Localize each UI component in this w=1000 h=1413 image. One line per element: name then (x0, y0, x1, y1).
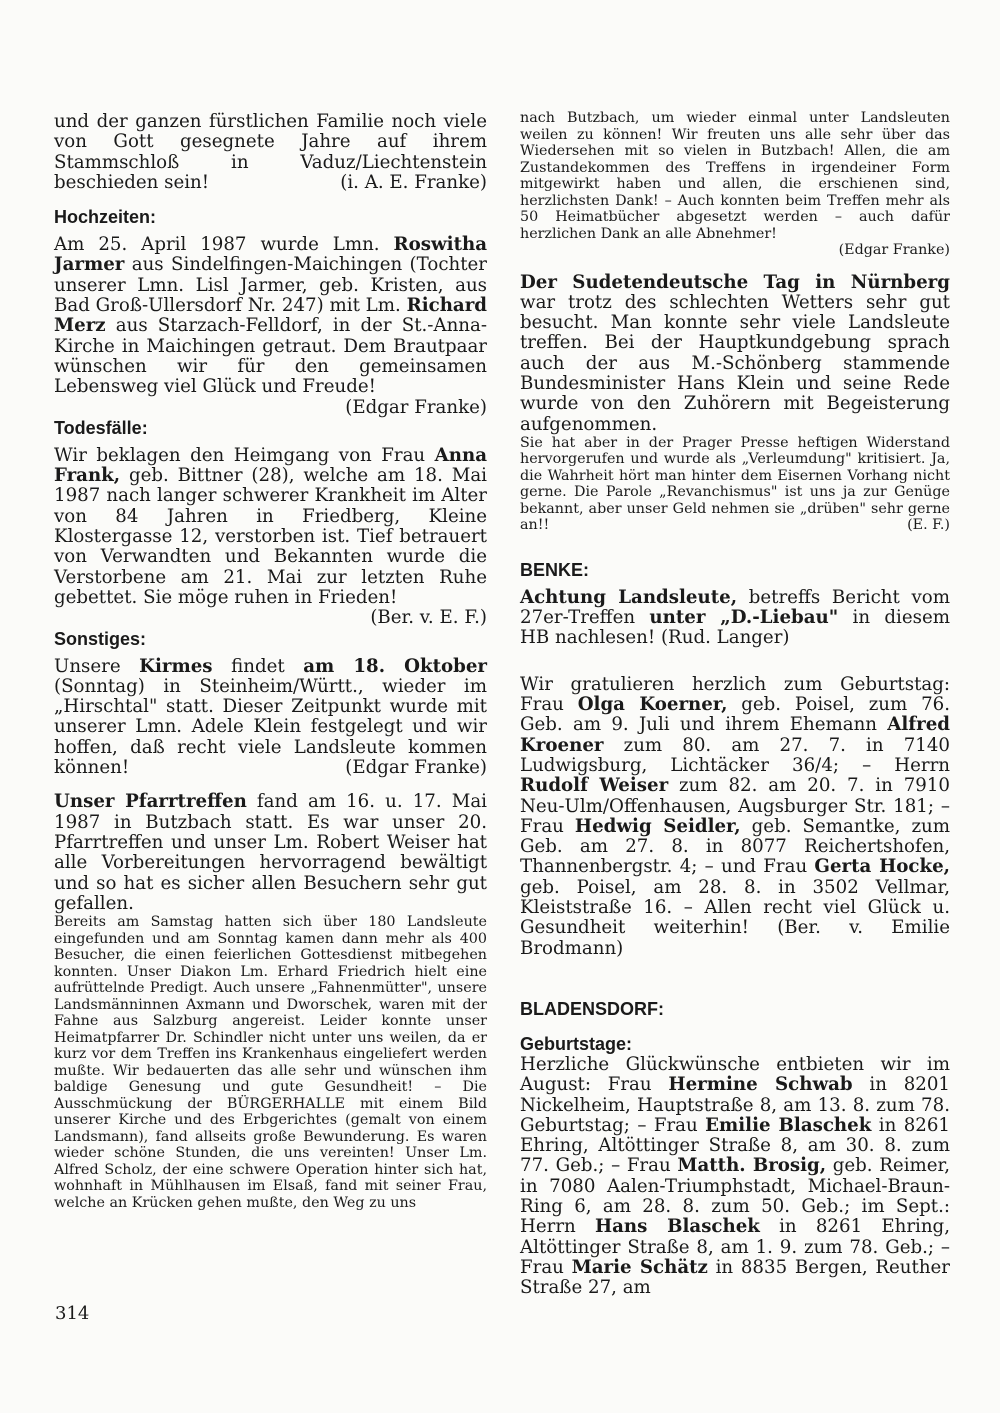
benke-notice: Achtung Landsleute, betreffs Bericht vom 27er-Treffen unter „D.-Liebau" in diesem HB nachlesen! (Rud. Langer) (520, 586, 950, 649)
left-column (54, 112, 487, 1211)
sonstiges-paragraph: Unsere Kirmes findet am 18. Oktober (Sonntag) in Steinheim/Württ., wieder im „Hirschtal" statt. Dieser Zeitpunkt wurde mit unserer Lmn. Adele Klein festgelegt und wir hoffen, daß recht viele Landsleute kommen können! (Edgar Franke) (54, 655, 487, 779)
heading-bladensdorf: BLADENSDORF: (520, 998, 664, 1019)
heading-sonstiges: Sonstiges: (54, 628, 147, 649)
pfarrtreffen-report: Bereits am Samstag hatten sich über 180 Landsleute eingefunden und am Sonntag kamen dann mehr als 400 Besucher, die einen feierlichen Gottesdienst mitbegehen konnten. Unser Diakon Lm. Erhard Friedrich hielt eine aufrüttelnde Predigt. Auch unsere „Fahnenmütter", unsere Landsmänninnen Axmann und Dworschek, waren mit der Fahne aus Salzburg angereist. Leider konnte unser Heimatpfarrer Dr. Schindler nicht unter uns weilen, da er kurz vor dem Treffen ins Krankenhaus eingeliefert werden mußte. Wir bedauerten das alle sehr und wünschen ihm baldige Genesung und gute Gesundheit! – Die Ausschmückung der BÜRGERHALLE mit einem Bild unserer Kirche und des Erbgerichtes (gemalt von einem Landsmann), fand allseits große Bewunderung. Es waren wieder schöne Stunden, die uns vereinten! Unser Lm. Alfred Scholz, der eine schwere Operation hinter sich hat, wohnhaft in Mühlhausen im Elsaß, fand mit seiner Frau, welche an Krücken gehen mußte, den Weg zu uns (54, 914, 487, 1211)
signature: (Ber. v. E. F.) (370, 607, 487, 629)
heading-todesfaelle: Todesfälle: (54, 417, 148, 438)
sudetendeutscher-tag-paragraph: Der Sudetendeutsche Tag in Nürnberg war trotz des schlechten Wetters sehr gut besucht. Man konnte sehr viele Landsleute treffen. Bei der Hauptkundgebung sprach auch der aus M.-Schönberg stammende Bundesminister Hans Klein und seine Rede wurde von den Zuhörern mit Begeisterung aufgenommen. (520, 271, 950, 435)
signature: (Edgar Franke) (838, 242, 950, 258)
heading-hochzeiten: Hochzeiten: (54, 207, 157, 228)
signature: (Edgar Franke) (345, 396, 487, 418)
signature: (Edgar Franke) (345, 757, 487, 779)
signature: (i. A. E. Franke) (340, 171, 487, 193)
pfarrtreffen-continued: nach Butzbach, um wieder einmal unter Landsleuten weilen zu können! Wir freuten uns alle sehr über das Wiedersehen mit so vielen in Butzbach! Allen, die am Zustandekommen des Treffens in irgendeiner Form mitgewirkt haben und allen, die erschienen sind, herzlichsten Dank! – Auch konnten beim Treffen mehr als 50 Heimatbücher abgesetzt werden – auch dafür herzlichen Dank an alle Abnehmer! (520, 110, 950, 242)
intro-paragraph: und der ganzen fürstlichen Familie noch viele von Gott gesegnete Jahre auf ihrem Stammschloß in Vaduz/Liechtenstein beschieden sein! (i. A. E. Franke) (54, 111, 487, 193)
heading-geburtstage: Geburtstage: (520, 1033, 633, 1054)
hochzeiten-paragraph: Am 25. April 1987 wurde Lmn. Roswitha Jarmer aus Sindelfingen-Maichingen (Tochter unserer Lmn. Lisl Jarmer, geb. Kristen, aus Bad Groß-Ullersdorf Nr. 247) mit Lm. Richard Merz aus Starzach-Felldorf, in der St.-Anna-Kirche in Maichingen getraut. Dem Brautpaar wünschen wir für den gemeinsamen Lebensweg viel Glück und Freude! (54, 234, 487, 398)
page-number: 314 (55, 1303, 90, 1324)
right-column (520, 110, 950, 1298)
heading-benke: BENKE: (520, 559, 590, 580)
pfarrtreffen-paragraph: Unser Pfarrtreffen fand am 16. u. 17. Mai 1987 in Butzbach statt. Es war unser 20. Pfarrtreffen und unser Lm. Robert Weiser hat alle Vorbereitungen hervorragend bewältigt und so hat es sicher allen Besuchern sehr gut gefallen. (54, 791, 487, 914)
todesfaelle-paragraph: Wir beklagen den Heimgang von Frau Anna Frank, geb. Bittner (28), welche am 18. Mai 1987 nach langer schwerer Krankheit im Alter von 84 Jahren in Friedberg, Kleine Klostergasse 12, verstorben ist. Tief betrauert von Verwandten und Bekannten wurde die Verstorbene am 21. Mai zur letzten Ruhe gebettet. Sie möge ruhen in Frieden! (54, 444, 487, 608)
signature: (E. F.) (907, 517, 950, 534)
bladensdorf-birthdays: Herzliche Glückwünsche entbieten wir im August: Frau Hermine Schwab in 8201 Nickelheim, Hauptstraße 8, am 13. 8. zum 78. Geburtstag; – Frau Emilie Blaschek in 8261 Ehring, Altöttinger Straße 8, am 30. 8. zum 77. Geb.; – Frau Matth. Brosig, geb. Reimer, in 7080 Aalen-Triumphstadt, Michael-Braun-Ring 6, am 28. 8. zum 50. Geb.; im Sept.: Herrn Hans Blaschek in 8261 Ehring, Altöttinger Straße 8, am 1. 9. zum 78. Geb.; – Frau Marie Schätz in 8835 Bergen, Reuther Straße 27, am (520, 1053, 951, 1299)
benke-birthdays: Wir gratulieren herzlich zum Geburtstag: Frau Olga Koerner, geb. Poisel, zum 76. Geb. am 9. Juli und ihrem Ehemann Alfred Kroener zum 80. am 27. 7. in 7140 Ludwigsburg, Lichtäcker 36/4; – Herrn Rudolf Weiser zum 82. am 20. 7. in 7910 Neu-Ulm/Offenhausen, Augsburger Str. 181; – Frau Hedwig Seidler, geb. Semantke, zum Geb. am 27. 8. in 8077 Reichertshofen, Thannenbergstr. 4; – und Frau Gerta Hocke, geb. Poisel, am 28. 8. in 3502 Vellmar, Kleiststraße 16. – Allen recht viel Glück u. Gesundheit weiterhin! (Ber. v. Emilie Brodmann) (520, 673, 950, 959)
sudetendeutscher-tag-report: Sie hat aber in der Prager Presse heftigen Widerstand hervorgerufen und wurde als „Verleumdung" kritisiert. Ja, die Wahrheit hört man hinter dem Eisernen Vorhang nicht gerne. Die Parole „Revanchismus" ist uns ja zur Genüge bekannt, aber unser Geld nehmen sie „drüben" sehr gerne an!! (E. F.) (520, 434, 950, 534)
